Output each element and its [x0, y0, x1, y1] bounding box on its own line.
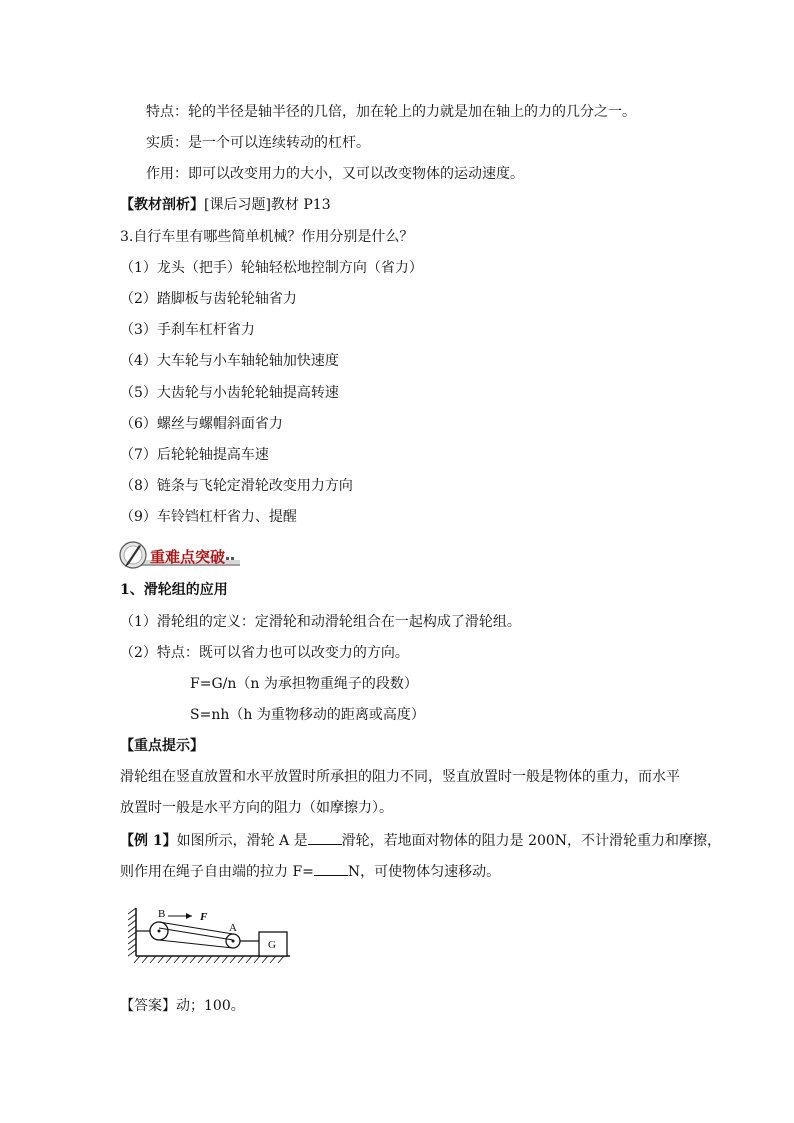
- answer-item: （3）手刹车杠杆省力: [120, 322, 255, 338]
- formula-force: F=G/n（n 为承担物重绳子的段数）: [190, 676, 418, 692]
- section-title: 1、滑轮组的应用: [120, 582, 228, 598]
- answer-item: （5）大齿轮与小齿轮轮轴提高转速: [120, 385, 339, 401]
- label-g: G: [268, 939, 276, 951]
- answer-item: （6）螺丝与螺帽斜面省力: [120, 416, 283, 432]
- example-text: 则作用在绳子自由端的拉力 F=: [120, 864, 314, 880]
- answer-item: （9）车铃铛杠杆省力、提醒: [120, 509, 297, 525]
- banner-title: 重难点突破: [150, 548, 226, 566]
- textbook-ref: [课后习题]教材 P13: [204, 197, 331, 213]
- question-line: 3.自行车里有哪些简单机械？作用分别是什么？: [120, 229, 414, 245]
- force-arrow-icon: [186, 913, 192, 919]
- example-text: N，可使物体匀速移动。: [347, 864, 501, 880]
- tip-line: 滑轮组在竖直放置和水平放置时所承担的阻力不同，竖直放置时一般是物体的重力，而水平: [120, 769, 680, 785]
- example-label: 【例 1】: [120, 833, 177, 849]
- answer-line: 【答案】动；100。: [120, 998, 245, 1014]
- textbook-label: 【教材剖析】: [120, 197, 204, 213]
- characteristic-line: （2）特点：既可以省力也可以改变力的方向。: [120, 645, 409, 661]
- answer-item: （8）链条与飞轮定滑轮改变用力方向: [120, 478, 353, 494]
- section-banner: [118, 540, 242, 570]
- label-a: A: [229, 922, 237, 934]
- pulley-diagram: [128, 900, 293, 970]
- tip-line: 放置时一般是水平方向的阻力（如摩擦力）。: [120, 800, 393, 816]
- label-f: F: [200, 911, 208, 923]
- answer-item: （1）龙头（把手）轮轴轻松地控制方向（省力）: [120, 260, 423, 276]
- essence-line: 实质：是一个可以连续转动的杠杆。: [146, 135, 370, 151]
- answer-blank: [314, 861, 348, 876]
- example-text: 滑轮，若地面对物体的阻力是 200N，不计滑轮重力和摩擦，: [341, 833, 722, 849]
- example-line: [120, 861, 500, 882]
- example-text: 如图所示，滑轮 A 是: [176, 833, 308, 849]
- feature-line: 特点：轮的半径是轴半径的几倍，加在轮上的力就是加在轴上的力的几分之一。: [146, 104, 636, 120]
- answer-item: （7）后轮轮轴提高车速: [120, 447, 269, 463]
- example-line: [120, 830, 721, 851]
- answer-item: （4）大车轮与小车轴轮轴加快速度: [120, 353, 339, 369]
- answer-blank: [308, 830, 342, 845]
- function-line: 作用：即可以改变用力的大小，又可以改变物体的运动速度。: [146, 166, 524, 182]
- formula-distance: S=nh（h 为重物移动的距离或高度）: [190, 707, 425, 723]
- textbook-line: [120, 195, 331, 215]
- definition-line: （1）滑轮组的定义：定滑轮和动滑轮组合在一起构成了滑轮组。: [120, 614, 521, 630]
- tip-label: 【重点提示】: [120, 738, 204, 754]
- answer-item: （2）踏脚板与齿轮轮轴省力: [120, 291, 297, 307]
- label-b: B: [158, 908, 166, 920]
